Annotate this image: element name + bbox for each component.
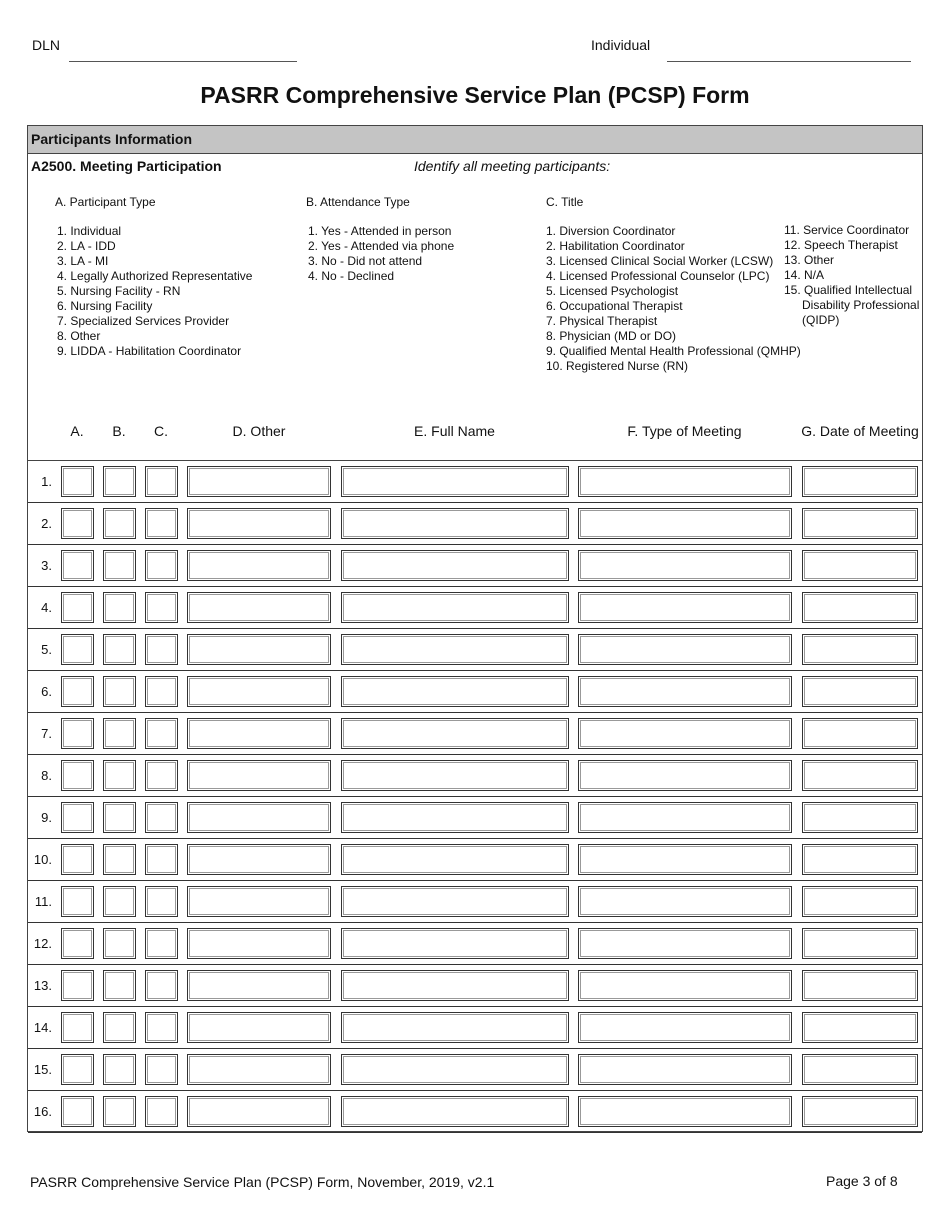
row-number: 11. — [34, 894, 52, 909]
field-f[interactable] — [578, 802, 792, 833]
field-g[interactable] — [802, 676, 918, 707]
field-a[interactable] — [61, 718, 94, 749]
legend-item: 6. Occupational Therapist — [546, 299, 683, 313]
field-b[interactable] — [103, 886, 136, 917]
field-e[interactable] — [341, 1054, 569, 1085]
individual-field[interactable] — [667, 61, 911, 62]
field-e[interactable] — [341, 592, 569, 623]
field-b[interactable] — [103, 592, 136, 623]
attendance-type-heading: B. Attendance Type — [306, 195, 410, 209]
field-c[interactable] — [145, 718, 178, 749]
field-g[interactable] — [802, 466, 918, 497]
field-d[interactable] — [187, 550, 331, 581]
field-e[interactable] — [341, 550, 569, 581]
table-row — [28, 713, 922, 755]
participant-type-heading: A. Participant Type — [55, 195, 156, 209]
field-a[interactable] — [61, 1012, 94, 1043]
field-a[interactable] — [61, 760, 94, 791]
field-e[interactable] — [341, 466, 569, 497]
field-e[interactable] — [341, 802, 569, 833]
legend-item: 1. Yes - Attended in person — [308, 224, 452, 238]
table-row — [28, 797, 922, 839]
row-number: 13. — [33, 978, 52, 993]
col-header-a: A. — [70, 423, 84, 439]
legend-item: 9. Qualified Mental Health Professional (QMHP) — [546, 344, 801, 358]
field-e[interactable] — [341, 634, 569, 665]
field-c[interactable] — [145, 550, 178, 581]
field-c[interactable] — [145, 508, 178, 539]
field-e[interactable] — [341, 970, 569, 1001]
row-number: 4. — [41, 600, 52, 615]
title-list-col1 — [546, 224, 801, 374]
field-f[interactable] — [578, 844, 792, 875]
attendance-type-list — [308, 224, 454, 284]
legend-item: 12. Speech Therapist — [784, 238, 898, 252]
field-g[interactable] — [802, 550, 918, 581]
field-a[interactable] — [61, 1054, 94, 1085]
field-b[interactable] — [103, 760, 136, 791]
table-row — [28, 965, 922, 1007]
legend-item: Disability Professional — [802, 298, 920, 312]
row-number: 5. — [41, 642, 52, 657]
field-c[interactable] — [145, 970, 178, 1001]
field-c[interactable] — [145, 676, 178, 707]
field-f[interactable] — [578, 1012, 792, 1043]
field-c[interactable] — [145, 1096, 178, 1127]
row-number: 16. — [33, 1104, 52, 1119]
legend-item: 14. N/A — [784, 268, 825, 282]
legend-item: 4. Legally Authorized Representative — [57, 269, 253, 283]
field-a[interactable] — [61, 550, 94, 581]
field-e[interactable] — [341, 928, 569, 959]
field-c[interactable] — [145, 802, 178, 833]
table-row — [28, 671, 922, 713]
legend-item: 15. Qualified Intellectual — [784, 283, 913, 297]
field-a[interactable] — [61, 970, 94, 1001]
legend-item: 5. Licensed Psychologist — [546, 284, 679, 298]
individual-label: Individual — [591, 37, 651, 53]
legend-item: 7. Physical Therapist — [546, 314, 658, 328]
field-f[interactable] — [578, 970, 792, 1001]
legend-item: 3. LA - MI — [57, 254, 109, 268]
field-f[interactable] — [578, 634, 792, 665]
table-row — [28, 461, 922, 503]
table-row — [28, 923, 922, 965]
field-a[interactable] — [61, 802, 94, 833]
section-title: Participants Information — [28, 126, 922, 154]
table-row — [28, 1049, 922, 1091]
field-b[interactable] — [103, 1054, 136, 1085]
table-row — [28, 629, 922, 671]
title-list-col2 — [784, 223, 919, 328]
field-d[interactable] — [187, 1012, 331, 1043]
table-row — [28, 503, 922, 545]
field-e[interactable] — [341, 676, 569, 707]
field-g[interactable] — [802, 592, 918, 623]
a2500-heading: A2500. Meeting Participation — [31, 158, 222, 174]
field-d[interactable] — [187, 676, 331, 707]
legend-item: 3. Licensed Clinical Social Worker (LCSW) — [546, 254, 774, 268]
field-g[interactable] — [802, 1012, 918, 1043]
field-g[interactable] — [802, 886, 918, 917]
field-a[interactable] — [61, 676, 94, 707]
legend-item: 2. LA - IDD — [57, 239, 116, 253]
field-f[interactable] — [578, 1054, 792, 1085]
legend-item: 7. Specialized Services Provider — [57, 314, 230, 328]
legend-item: 3. No - Did not attend — [308, 254, 423, 268]
row-number: 6. — [41, 684, 52, 699]
legend-item: 1. Individual — [57, 224, 122, 238]
field-f[interactable] — [578, 508, 792, 539]
col-header-d: D. Other — [232, 423, 286, 439]
field-f[interactable] — [578, 550, 792, 581]
table-row — [28, 755, 922, 797]
table-row — [28, 881, 922, 923]
row-number: 14. — [33, 1020, 52, 1035]
row-number: 8. — [41, 768, 52, 783]
field-c[interactable] — [145, 760, 178, 791]
field-g[interactable] — [802, 1054, 918, 1085]
field-d[interactable] — [187, 508, 331, 539]
dln-label: DLN — [32, 37, 61, 53]
field-c[interactable] — [145, 844, 178, 875]
field-d[interactable] — [187, 466, 331, 497]
field-d[interactable] — [187, 844, 331, 875]
table-row — [28, 839, 922, 881]
field-b[interactable] — [103, 676, 136, 707]
field-g[interactable] — [802, 1096, 918, 1127]
legend-item: 8. Other — [57, 329, 101, 343]
field-e[interactable] — [341, 844, 569, 875]
field-b[interactable] — [103, 466, 136, 497]
field-a[interactable] — [61, 886, 94, 917]
row-number: 9. — [41, 810, 52, 825]
field-f[interactable] — [578, 928, 792, 959]
field-f[interactable] — [578, 676, 792, 707]
row-number: 12. — [33, 936, 52, 951]
row-number: 1. — [41, 474, 52, 489]
field-a[interactable] — [61, 844, 94, 875]
field-d[interactable] — [187, 970, 331, 1001]
page-title: PASRR Comprehensive Service Plan (PCSP) Form — [200, 82, 750, 108]
field-a[interactable] — [61, 928, 94, 959]
field-f[interactable] — [578, 592, 792, 623]
field-d[interactable] — [187, 802, 331, 833]
field-c[interactable] — [145, 886, 178, 917]
instruction-text: Identify all meeting participants: — [414, 158, 611, 174]
field-d[interactable] — [187, 1054, 331, 1085]
legend-item: 2. Habilitation Coordinator — [546, 239, 685, 253]
field-a[interactable] — [61, 466, 94, 497]
participants-section — [27, 125, 923, 1132]
legend-item: 5. Nursing Facility - RN — [57, 284, 181, 298]
field-d[interactable] — [187, 592, 331, 623]
field-f[interactable] — [578, 718, 792, 749]
field-b[interactable] — [103, 970, 136, 1001]
field-g[interactable] — [802, 928, 918, 959]
field-b[interactable] — [103, 508, 136, 539]
row-number: 3. — [41, 558, 52, 573]
page-number: Page 3 of 8 — [826, 1173, 898, 1189]
field-e[interactable] — [341, 1012, 569, 1043]
table-row — [28, 1007, 922, 1049]
field-g[interactable] — [802, 844, 918, 875]
field-c[interactable] — [145, 928, 178, 959]
field-d[interactable] — [187, 886, 331, 917]
table-row — [28, 545, 922, 587]
field-f[interactable] — [578, 886, 792, 917]
field-c[interactable] — [145, 466, 178, 497]
row-number: 15. — [33, 1062, 52, 1077]
legend-item: 11. Service Coordinator — [784, 223, 910, 237]
field-g[interactable] — [802, 634, 918, 665]
field-g[interactable] — [802, 802, 918, 833]
title-heading: C. Title — [546, 195, 584, 209]
legend-item: 10. Registered Nurse (RN) — [546, 359, 689, 373]
field-a[interactable] — [61, 592, 94, 623]
legend-item: (QIDP) — [802, 313, 840, 327]
col-header-f: F. Type of Meeting — [627, 423, 742, 439]
field-d[interactable] — [187, 1096, 331, 1127]
table-row — [28, 1091, 922, 1133]
field-b[interactable] — [103, 1096, 136, 1127]
field-g[interactable] — [802, 718, 918, 749]
field-g[interactable] — [802, 508, 918, 539]
participant-type-list — [57, 224, 252, 359]
col-header-c: C. — [154, 423, 168, 439]
field-g[interactable] — [802, 970, 918, 1001]
row-number: 7. — [41, 726, 52, 741]
legend-item: 9. LIDDA - Habilitation Coordinator — [57, 344, 242, 358]
col-header-b: B. — [112, 423, 126, 439]
row-number: 10. — [33, 852, 52, 867]
legend-item: 13. Other — [784, 253, 835, 267]
field-b[interactable] — [103, 634, 136, 665]
field-d[interactable] — [187, 718, 331, 749]
field-b[interactable] — [103, 928, 136, 959]
row-number: 2. — [41, 516, 52, 531]
col-header-g: G. Date of Meeting — [801, 423, 919, 439]
field-g[interactable] — [802, 760, 918, 791]
participants-table — [28, 460, 922, 1133]
field-b[interactable] — [103, 802, 136, 833]
field-c[interactable] — [145, 634, 178, 665]
field-c[interactable] — [145, 1012, 178, 1043]
field-f[interactable] — [578, 760, 792, 791]
field-e[interactable] — [341, 1096, 569, 1127]
dln-field[interactable] — [69, 61, 297, 62]
field-a[interactable] — [61, 508, 94, 539]
field-f[interactable] — [578, 466, 792, 497]
field-b[interactable] — [103, 844, 136, 875]
field-d[interactable] — [187, 634, 331, 665]
legend-item: 4. No - Declined — [308, 269, 395, 283]
field-a[interactable] — [61, 1096, 94, 1127]
legend-item: 2. Yes - Attended via phone — [308, 239, 455, 253]
field-b[interactable] — [103, 718, 136, 749]
legend-item: 1. Diversion Coordinator — [546, 224, 676, 238]
legend-item: 8. Physician (MD or DO) — [546, 329, 677, 343]
table-row — [28, 587, 922, 629]
col-header-e: E. Full Name — [414, 423, 495, 439]
footer-form-info: PASRR Comprehensive Service Plan (PCSP) Form, November, 2019, v2.1 — [30, 1174, 495, 1190]
field-a[interactable] — [61, 634, 94, 665]
field-c[interactable] — [145, 592, 178, 623]
field-e[interactable] — [341, 886, 569, 917]
field-e[interactable] — [341, 760, 569, 791]
legend-item: 4. Licensed Professional Counselor (LPC) — [546, 269, 770, 283]
field-b[interactable] — [103, 550, 136, 581]
legend-item: 6. Nursing Facility — [57, 299, 153, 313]
field-e[interactable] — [341, 718, 569, 749]
field-e[interactable] — [341, 508, 569, 539]
field-d[interactable] — [187, 928, 331, 959]
field-f[interactable] — [578, 1096, 792, 1127]
field-d[interactable] — [187, 760, 331, 791]
field-c[interactable] — [145, 1054, 178, 1085]
field-b[interactable] — [103, 1012, 136, 1043]
